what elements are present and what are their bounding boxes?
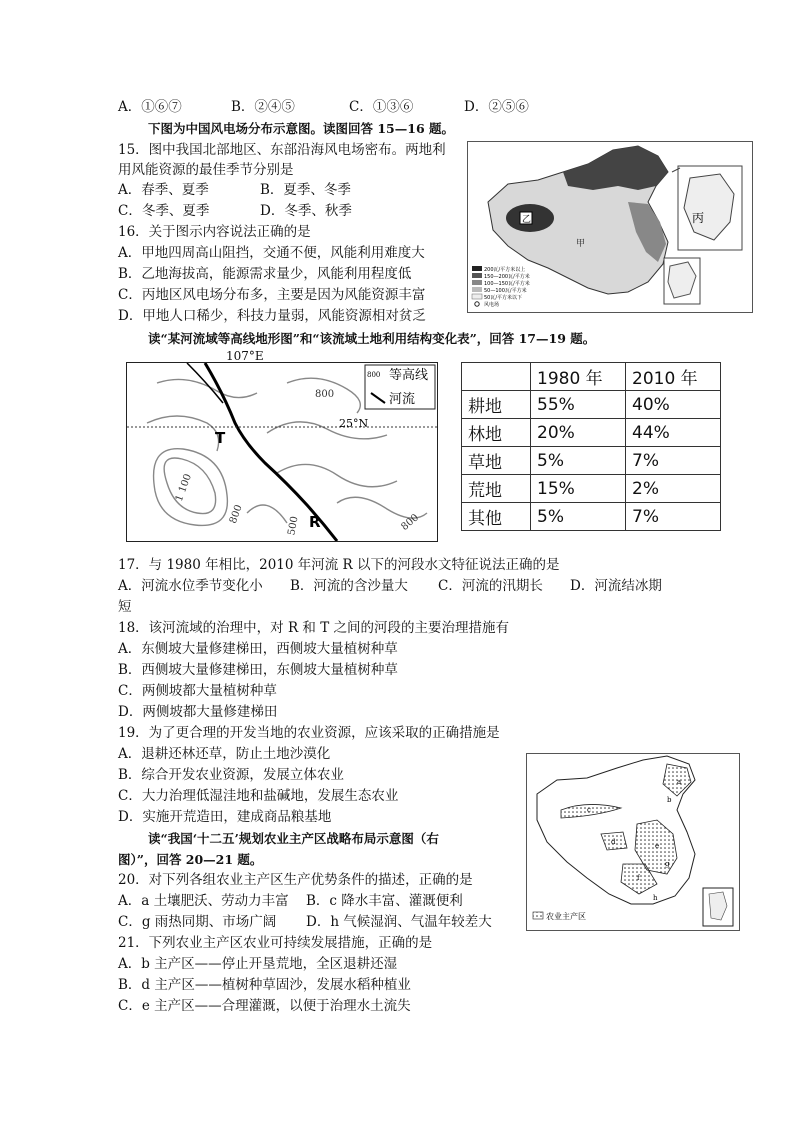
land-use-table bbox=[461, 362, 721, 531]
table-cell: 荒地 bbox=[462, 475, 531, 503]
q14-options bbox=[118, 98, 529, 117]
q19-option-b: B．综合开发农业资源，发展立体农业 bbox=[118, 767, 344, 783]
table-cell: 55% bbox=[531, 391, 626, 419]
intro-15-16: 下图为中国风电场分布示意图。读图回答 15—16 题。 bbox=[148, 121, 454, 136]
contour-800c-label: 800 bbox=[399, 512, 422, 533]
table-cell: 耕地 bbox=[462, 391, 531, 419]
table-cell: 20% bbox=[531, 419, 626, 447]
q17-option-b: B．河流的含沙量大 bbox=[290, 578, 408, 594]
intro-20-21-a: 读“我国‘十二五’规划农业主产区战略布局示意图（右 bbox=[148, 831, 439, 846]
q16-stem: 16．关于图示内容说法正确的是 bbox=[118, 224, 311, 240]
q19-option-a: A．退耕还林还草，防止土地沙漠化 bbox=[118, 746, 331, 762]
table-cell: 5% bbox=[531, 503, 626, 531]
q20-option-c: C．g 雨热同期、市场广阔 bbox=[118, 914, 277, 930]
legend-contour-sample: 800 bbox=[367, 371, 381, 379]
intro-20-21-b: 图）”，回答 20—21 题。 bbox=[118, 852, 263, 867]
table-cell: 7% bbox=[626, 447, 721, 475]
legend-5: 50瓦/平方米以下 bbox=[484, 295, 523, 301]
table-header-cell: 1980 年 bbox=[531, 363, 626, 391]
contour-800b-label: 800 bbox=[227, 503, 245, 526]
q20-option-d: D．h 气候湿润、气温年较差大 bbox=[306, 914, 492, 930]
q21-option-c: C．e 主产区——合理灌溉，以便于治理水土流失 bbox=[118, 998, 411, 1014]
legend-contour: 等高线 bbox=[389, 368, 429, 383]
table-cell: 44% bbox=[626, 419, 721, 447]
q14-option-d: D．②⑤⑥ bbox=[464, 99, 529, 115]
table-cell: 7% bbox=[626, 503, 721, 531]
label-jia: 甲 bbox=[576, 239, 586, 249]
agri-zone-map-graphic bbox=[527, 754, 739, 930]
zone-letter-c: c bbox=[587, 806, 591, 814]
q18-option-a: A．东侧坡大量修建梯田，西侧坡大量植树种草 bbox=[118, 641, 398, 657]
contour-1100-label: 1 100 bbox=[173, 472, 195, 504]
table-header-cell: 2010 年 bbox=[626, 363, 721, 391]
q21-option-a: A．b 主产区——停止开垦荒地，全区退耕还湿 bbox=[118, 956, 398, 972]
q17-option-c: C．河流的汛期长 bbox=[438, 578, 543, 594]
q14-option-b: B．②④⑤ bbox=[231, 99, 295, 115]
q20-stem: 20．对下列各组农业主产区生产优势条件的描述，正确的是 bbox=[118, 872, 473, 888]
table-row bbox=[462, 391, 721, 419]
q19-option-d: D．实施开荒造田，建成商品粮基地 bbox=[118, 809, 332, 825]
q18-stem: 18．该河流域的治理中，对 R 和 T 之间的河段的主要治理措施有 bbox=[118, 620, 510, 636]
zone-letter-d: d bbox=[611, 838, 616, 846]
legend-2: 150—200瓦/平方米 bbox=[484, 274, 530, 280]
q18-option-d: D．两侧坡都大量修建梯田 bbox=[118, 704, 278, 720]
table-cell: 林地 bbox=[462, 419, 531, 447]
q16-option-d: D．甲地人口稀少，科技力量弱，风能资源相对贫乏 bbox=[118, 308, 426, 324]
q17-option-d-cont: 短 bbox=[118, 599, 132, 615]
q19-option-c: C．大力治理低湿洼地和盐碱地，发展生态农业 bbox=[118, 788, 399, 804]
table-header-row bbox=[462, 363, 721, 391]
q16-option-c: C．丙地区风电场分布多，主要是因为风能资源丰富 bbox=[118, 287, 426, 303]
intro-17-19: 读“某河流域等高线地形图”和“该流域土地利用结构变化表”，回答 17—19 题。 bbox=[148, 331, 596, 346]
q15-options-row2 bbox=[118, 202, 352, 221]
table-cell: 其他 bbox=[462, 503, 531, 531]
table-cell: 5% bbox=[531, 447, 626, 475]
q14-option-c: C．①③⑥ bbox=[349, 99, 414, 115]
q17-options bbox=[118, 577, 662, 596]
lat-label: 25°N bbox=[339, 417, 369, 430]
legend-4: 50—100瓦/平方米 bbox=[484, 288, 527, 294]
zone-letter-h: h bbox=[653, 894, 658, 902]
zone-letter-b: b bbox=[667, 796, 672, 804]
q16-option-b: B．乙地海拔高，能源需求量少，风能利用程度低 bbox=[118, 266, 412, 282]
label-yi: 乙 bbox=[522, 215, 532, 225]
table-cell: 2% bbox=[626, 475, 721, 503]
table-row bbox=[462, 447, 721, 475]
q20-option-b: B．c 降水丰富、灌溉便利 bbox=[306, 893, 463, 909]
legend-river: 河流 bbox=[389, 392, 416, 407]
q20-options-row1 bbox=[118, 892, 463, 911]
contour-800-label: 800 bbox=[315, 389, 335, 400]
agri-legend: 农业主产区 bbox=[546, 912, 586, 921]
q21-stem: 21．下列农业主产区农业可持续发展措施，正确的是 bbox=[118, 935, 433, 951]
q17-option-d: D．河流结冰期 bbox=[570, 578, 662, 594]
table-row bbox=[462, 503, 721, 531]
contour-map-graphic bbox=[127, 363, 437, 541]
legend-3: 100—150瓦/平方米 bbox=[484, 281, 530, 287]
legend-6: 风电场 bbox=[484, 302, 500, 308]
table-row bbox=[462, 475, 721, 503]
q14-option-a: A．①⑥⑦ bbox=[118, 99, 182, 115]
zone-letter-e: e bbox=[655, 842, 660, 850]
q15-stem-1: 15．图中我国北部地区、东部沿海风电场密布。两地利 bbox=[118, 142, 446, 158]
lon-label: 107°E bbox=[226, 349, 264, 363]
zone-letter-f: f bbox=[637, 874, 640, 882]
wind-farm-map bbox=[467, 141, 753, 313]
q20-option-a: A．a 土壤肥沃、劳动力丰富 bbox=[118, 893, 289, 909]
q18-option-c: C．两侧坡都大量植树种草 bbox=[118, 683, 277, 699]
zone-letter-g: g bbox=[665, 860, 670, 868]
q19-stem: 19．为了更合理的开发当地的农业资源，应该采取的正确措施是 bbox=[118, 725, 500, 741]
q18-option-b: B．西侧坡大量修建梯田，东侧坡大量植树种草 bbox=[118, 662, 398, 678]
q15-option-d: D．冬季、秋季 bbox=[260, 203, 352, 219]
table-cell: 草地 bbox=[462, 447, 531, 475]
q16-option-a: A．甲地四周高山阻挡，交通不便，风能利用难度大 bbox=[118, 245, 425, 261]
q20-options-row2 bbox=[118, 913, 492, 932]
q21-option-b: B．d 主产区——植树种草固沙，发展水稻种植业 bbox=[118, 977, 411, 993]
table-header-cell bbox=[462, 363, 531, 391]
q15-option-a: A．春季、夏季 bbox=[118, 182, 209, 198]
label-bing: 丙 bbox=[692, 211, 705, 225]
q15-options-row1 bbox=[118, 181, 351, 200]
agri-zone-map bbox=[526, 753, 740, 931]
table-cell: 40% bbox=[626, 391, 721, 419]
contour-500-label: 500 bbox=[286, 515, 301, 537]
point-r: R bbox=[309, 513, 321, 531]
wind-farm-map-graphic bbox=[468, 142, 752, 312]
q15-option-c: C．冬季、夏季 bbox=[118, 203, 210, 219]
contour-map bbox=[126, 362, 438, 542]
zone-letter-a: a bbox=[677, 778, 682, 786]
point-t: T bbox=[215, 429, 226, 447]
q17-stem: 17．与 1980 年相比，2010 年河流 R 以下的河段水文特征说法正确的是 bbox=[118, 557, 560, 573]
table-cell: 15% bbox=[531, 475, 626, 503]
q15-stem-2: 用风能资源的最佳季节分别是 bbox=[118, 162, 294, 178]
legend-1: 200瓦/平方米以上 bbox=[484, 267, 526, 273]
table-row bbox=[462, 419, 721, 447]
q17-option-a: A．河流水位季节变化小 bbox=[118, 578, 263, 594]
q15-option-b: B．夏季、冬季 bbox=[260, 182, 351, 198]
